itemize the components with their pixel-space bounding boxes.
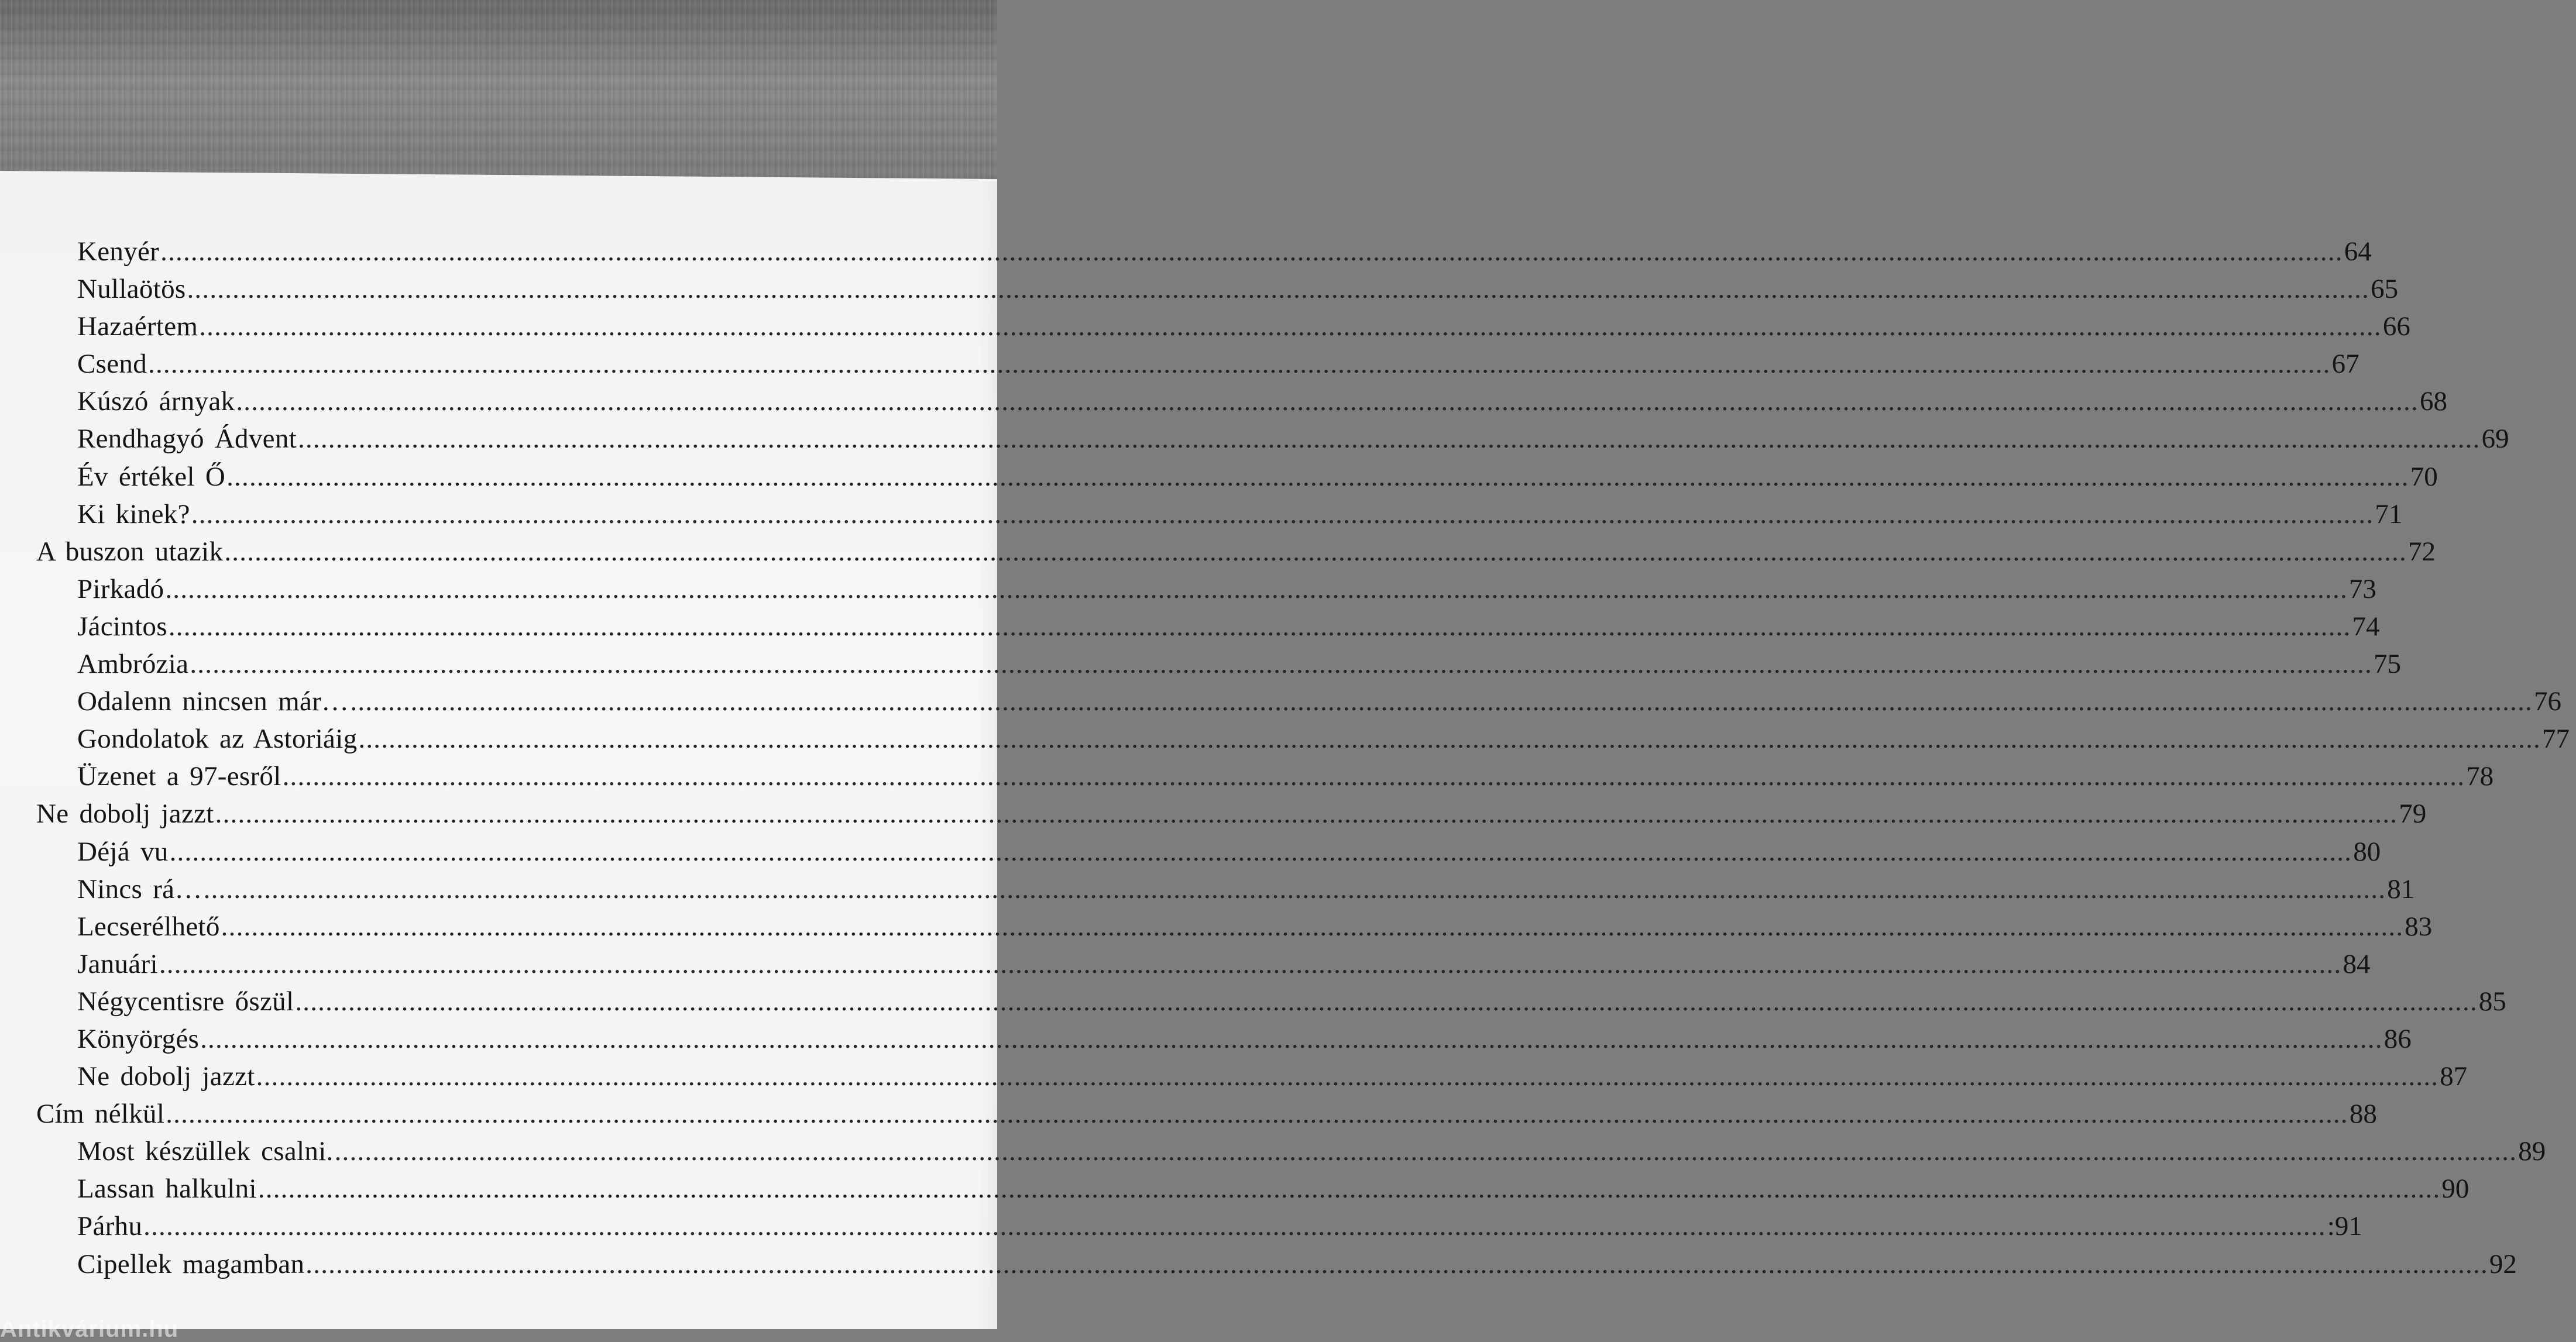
toc-entry-title: Csend: [77, 349, 147, 380]
dot-leader: [187, 270, 2369, 308]
toc-entry-page-number: 64: [2344, 236, 2372, 267]
toc-entry: [0, 720, 2570, 758]
dot-leader: [258, 1170, 2441, 1207]
toc-entry: [0, 1170, 2469, 1207]
toc-entry-title: Nullaötös: [77, 274, 186, 305]
toc-entry-page-number: 84: [2343, 948, 2371, 979]
toc-entry: [0, 983, 2506, 1020]
dot-leader: [148, 345, 2331, 383]
toc-entry: [0, 645, 2401, 683]
toc-entry-title: Párhu: [77, 1211, 143, 1242]
toc-entry-title: Ki kinek?: [77, 498, 190, 529]
dot-leader: [215, 795, 2398, 832]
toc-entry: [0, 908, 2433, 945]
toc-entry-page-number: 66: [2382, 311, 2410, 342]
toc-entry-page-number: 92: [2489, 1248, 2517, 1279]
toc-entry: [0, 833, 2381, 870]
dot-leader: [335, 1133, 2517, 1170]
toc-entry-title: A buszon utazik: [36, 536, 224, 567]
toc-entry-title: Odalenn nincsen már…: [77, 686, 349, 717]
dot-leader: [358, 720, 2541, 758]
dot-leader: [170, 833, 2352, 870]
dot-leader: [224, 533, 2407, 570]
toc-entry-page-number: 87: [2440, 1061, 2468, 1092]
dot-leader: [191, 495, 2374, 533]
toc-entry-page-number: :91: [2327, 1211, 2362, 1242]
toc-entry-title: Cím nélkül: [36, 1099, 165, 1130]
toc-entry: [0, 308, 2410, 345]
toc-entry: [0, 233, 2372, 270]
toc-entry-page-number: 73: [2348, 573, 2376, 604]
dot-leader: [283, 758, 2465, 795]
toc-entry-title: Kenyér: [77, 236, 160, 267]
toc-entry-title: Cipellek magamban: [77, 1248, 305, 1279]
toc-entry: [0, 1058, 2468, 1095]
toc-entry-title: Év értékel Ő: [77, 461, 226, 492]
toc-entry: [0, 458, 2438, 495]
dot-leader: [160, 233, 2343, 270]
toc-entry: [0, 1020, 2412, 1058]
toc-entry-title: Déjá vu: [77, 836, 169, 867]
toc-entry-title: Rendhagyó Ádvent: [77, 424, 297, 455]
toc-entry: [0, 683, 2561, 720]
dot-leader: [236, 383, 2419, 420]
dot-leader: [159, 945, 2342, 983]
toc-entry: [0, 570, 2376, 608]
toc-entry-title: Januári: [77, 948, 158, 979]
toc-entry-page-number: 78: [2466, 761, 2494, 792]
toc-entry-title: Ambrózia: [77, 649, 189, 680]
toc-entry-title: Négycentisre őszül: [77, 986, 294, 1017]
toc-entry: [0, 1245, 2517, 1283]
dot-leader: [226, 458, 2409, 495]
toc-entry-page-number: 71: [2375, 498, 2403, 529]
toc-entry-page-number: 67: [2331, 349, 2359, 380]
toc-entry-page-number: 77: [2541, 724, 2570, 755]
toc-entry: [0, 495, 2403, 533]
toc-entry-page-number: 75: [2373, 649, 2401, 680]
toc-entry-title: Jácintos: [77, 611, 167, 642]
toc-entry-title: Könyörgés: [77, 1023, 200, 1054]
toc-section-entry: [0, 533, 2436, 570]
toc-entry-page-number: 89: [2518, 1136, 2546, 1167]
dot-leader: [190, 645, 2372, 683]
toc-entry-page-number: 70: [2410, 461, 2438, 492]
toc-entry: [0, 345, 2359, 383]
toc-entry-page-number: 79: [2399, 799, 2427, 830]
dot-leader: [169, 608, 2351, 645]
dot-leader: [200, 1020, 2383, 1058]
dot-leader: [199, 308, 2382, 345]
toc-entry: [0, 870, 2415, 908]
toc-section-entry: [0, 1095, 2377, 1133]
dot-leader: [165, 570, 2348, 608]
dot-leader: [350, 683, 2533, 720]
dot-leader: [295, 983, 2478, 1020]
toc-entry: [0, 608, 2380, 645]
toc-entry-page-number: 88: [2349, 1099, 2377, 1130]
dot-leader: [166, 1095, 2348, 1133]
toc-entry: [0, 758, 2494, 795]
toc-entry-title: Gondolatok az Astoriáig: [77, 724, 358, 755]
toc-entry-title: Hazaértem: [77, 311, 198, 342]
toc-entry: [0, 945, 2371, 983]
toc-section-entry: [0, 795, 2427, 832]
toc-entry-title: Lassan halkulni: [77, 1174, 257, 1205]
dot-leader: [256, 1058, 2439, 1095]
dot-leader: [204, 870, 2386, 908]
toc-entry-page-number: 69: [2481, 424, 2509, 455]
toc-entry-page-number: 83: [2405, 911, 2433, 942]
toc-entry-page-number: 86: [2383, 1023, 2412, 1054]
toc-entry-title: Pirkadó: [77, 573, 164, 604]
toc-entry: [0, 1133, 2546, 1170]
toc-entry-page-number: 65: [2371, 274, 2399, 305]
dot-leader: [305, 1245, 2488, 1283]
toc-entry-page-number: 76: [2533, 686, 2561, 717]
toc-entry-page-number: 90: [2441, 1174, 2469, 1205]
toc-entry: [0, 383, 2447, 420]
toc-entry-title: Nincs rá…: [77, 873, 202, 904]
table-of-contents: [0, 233, 2570, 1283]
toc-entry-page-number: 74: [2352, 611, 2380, 642]
toc-entry-title: Ne dobolj jazzt: [36, 799, 214, 830]
toc-entry-title: Most készüllek csalni.: [77, 1136, 334, 1167]
dot-leader: [221, 908, 2404, 945]
toc-entry-title: Kúszó árnyak: [77, 386, 235, 417]
toc-entry: [0, 270, 2399, 308]
toc-entry-title: Ne dobolj jazzt: [77, 1061, 255, 1092]
dot-leader: [143, 1207, 2326, 1245]
toc-entry-title: Lecserélhető: [77, 911, 220, 942]
toc-entry-page-number: 72: [2407, 536, 2436, 567]
toc-entry-page-number: 68: [2419, 386, 2447, 417]
toc-entry-page-number: 80: [2353, 836, 2381, 867]
toc-entry-page-number: 81: [2387, 873, 2415, 904]
dot-leader: [298, 420, 2481, 457]
watermark: Antikvárium.hu: [0, 1316, 179, 1342]
toc-entry: [0, 420, 2509, 457]
toc-entry-title: Üzenet a 97-esről: [77, 761, 281, 792]
wooden-tabletop-background: [0, 0, 997, 181]
toc-entry: [0, 1207, 2362, 1245]
toc-entry-page-number: 85: [2478, 986, 2506, 1017]
